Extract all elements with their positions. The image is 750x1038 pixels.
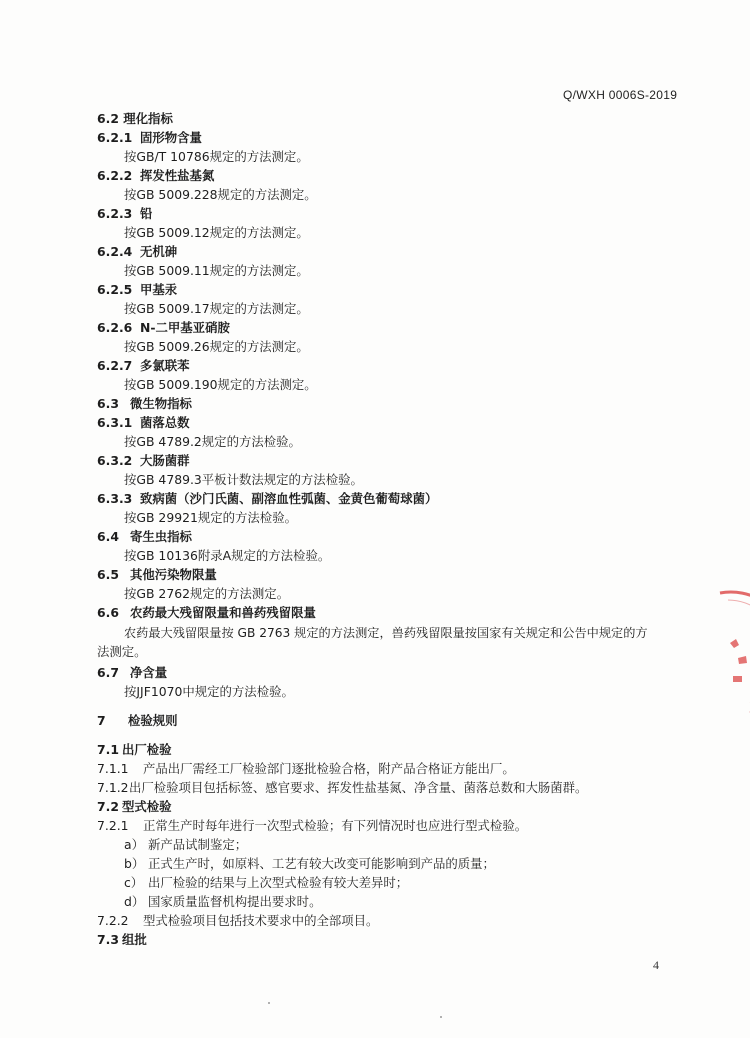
- section-6-5-heading: [97, 567, 217, 583]
- section-6-2-1-heading: [97, 130, 202, 146]
- section-title: 挥发性盐基氮: [140, 168, 215, 183]
- section-title: N-二甲基亚硝胺: [140, 320, 230, 335]
- section-6-5-body: 按GB 2762规定的方法测定。: [124, 586, 290, 601]
- section-6-6-heading: [97, 605, 316, 621]
- list-marker: b）: [124, 856, 145, 871]
- section-6-2-heading: [97, 111, 173, 127]
- section-number: 6.6: [97, 605, 119, 620]
- section-6-3-2-body: 按GB 4789.3平板计数法规定的方法检验。: [124, 472, 363, 487]
- section-title: 型式检验: [122, 799, 172, 814]
- section-6-2-2-heading: [97, 168, 214, 184]
- list-marker: a）: [124, 837, 144, 852]
- section-number: 6.3: [97, 396, 119, 411]
- section-number: 6.2.3: [97, 206, 133, 221]
- section-6-3-1-body: 按GB 4789.2规定的方法检验。: [124, 434, 301, 449]
- section-number: 7.2.1: [97, 818, 129, 833]
- section-number: 7.1.2: [97, 780, 129, 795]
- section-6-2-7-body: 按GB 5009.190规定的方法测定。: [124, 377, 317, 392]
- section-7-heading: [97, 713, 178, 729]
- section-6-2-6-body: 按GB 5009.26规定的方法测定。: [124, 339, 309, 354]
- section-6-2-2-body: 按GB 5009.228规定的方法测定。: [124, 187, 317, 202]
- section-title: 大肠菌群: [140, 453, 190, 468]
- section-number: 6.4: [97, 529, 119, 544]
- section-number: 6.2.6: [97, 320, 133, 335]
- section-title: 组批: [122, 932, 147, 947]
- section-6-2-4-heading: [97, 244, 177, 260]
- section-title: 农药最大残留限量和兽药残留限量: [130, 605, 316, 620]
- section-6-2-7-heading: [97, 358, 190, 374]
- section-title: 微生物指标: [130, 396, 192, 411]
- section-title: 其他污染物限量: [130, 567, 217, 582]
- list-text: 出厂检验的结果与上次型式检验有较大差异时；: [148, 875, 409, 890]
- section-6-2-5-heading: [97, 282, 177, 298]
- section-6-7-heading: [97, 665, 167, 681]
- section-number: 6.3.1: [97, 415, 133, 430]
- section-number: 6.3.3: [97, 491, 133, 506]
- section-6-2-4-body: 按GB 5009.11规定的方法测定。: [124, 263, 309, 278]
- scan-artifact: [268, 1002, 270, 1004]
- list-marker: c）: [124, 875, 144, 890]
- section-7-1-heading: [97, 742, 172, 758]
- list-item-d: [124, 894, 321, 910]
- section-7-1-2: [97, 780, 587, 796]
- section-6-6-body-line2: 法测定。: [97, 644, 147, 659]
- section-6-2-5-body: 按GB 5009.17规定的方法测定。: [124, 301, 309, 316]
- section-6-3-heading: [97, 396, 192, 412]
- section-number: 6.2.7: [97, 358, 133, 373]
- section-6-4-body: 按GB 10136附录A规定的方法检验。: [124, 548, 331, 563]
- list-text: 新产品试制鉴定；: [148, 837, 248, 852]
- section-title: 甲基汞: [140, 282, 178, 297]
- section-6-3-2-heading: [97, 453, 190, 469]
- section-7-1-1: [97, 761, 515, 777]
- list-item-c: [124, 875, 408, 891]
- section-title: 净含量: [130, 665, 168, 680]
- section-6-2-3-heading: [97, 206, 152, 222]
- section-7-2-heading: [97, 799, 172, 815]
- section-number: 6.2.1: [97, 130, 133, 145]
- section-title: 铅: [140, 206, 153, 221]
- list-item-b: [124, 856, 495, 872]
- list-text: 国家质量监督机构提出要求时。: [148, 894, 322, 909]
- section-6-2-1-body: 按GB/T 10786规定的方法测定。: [124, 149, 309, 164]
- section-6-7-body: 按JJF1070中规定的方法检验。: [124, 684, 294, 699]
- section-title: 菌落总数: [140, 415, 190, 430]
- section-number: 6.5: [97, 567, 119, 582]
- page-number: 4: [653, 958, 659, 972]
- section-6-2-3-body: 按GB 5009.12规定的方法测定。: [124, 225, 309, 240]
- section-title: 寄生虫指标: [130, 529, 192, 544]
- section-number: 7: [97, 713, 106, 728]
- section-body: 正常生产时每年进行一次型式检验；有下列情况时也应进行型式检验。: [143, 818, 528, 833]
- section-6-3-3-heading: [97, 491, 437, 507]
- section-7-2-2: [97, 913, 378, 929]
- section-number: 6.7: [97, 665, 119, 680]
- section-number: 6.2.5: [97, 282, 133, 297]
- section-number: 6.2.4: [97, 244, 133, 259]
- section-number: 7.1.1: [97, 761, 129, 776]
- section-body: 产品出厂需经工厂检验部门逐批检验合格，附产品合格证方能出厂。: [143, 761, 515, 776]
- section-number: 7.1: [97, 742, 119, 757]
- official-seal-stamp: [700, 588, 750, 718]
- section-number: 6.3.2: [97, 453, 133, 468]
- section-6-4-heading: [97, 529, 192, 545]
- section-number: 7.2.2: [97, 913, 129, 928]
- section-6-2-6-heading: [97, 320, 230, 336]
- section-title: 理化指标: [123, 111, 173, 126]
- section-number: 6.2: [97, 111, 119, 126]
- document-code: Q/WXH 0006S-2019: [563, 88, 678, 102]
- scan-artifact: [440, 1016, 442, 1018]
- section-title: 致病菌（沙门氏菌、副溶血性弧菌、金黄色葡萄球菌）: [140, 491, 438, 506]
- list-text: 正式生产时，如原料、工艺有较大改变可能影响到产品的质量；: [148, 856, 495, 871]
- section-title: 固形物含量: [140, 130, 202, 145]
- section-title: 出厂检验: [122, 742, 172, 757]
- section-7-3-heading: [97, 932, 147, 948]
- section-title: 检验规则: [128, 713, 178, 728]
- section-6-6-body-line1: 农药最大残留限量按 GB 2763 规定的方法测定，兽药残留限量按国家有关规定和公告中规定的方: [124, 626, 648, 640]
- section-title: 无机砷: [140, 244, 178, 259]
- section-number: 7.2: [97, 799, 119, 814]
- section-6-3-1-heading: [97, 415, 190, 431]
- section-title: 多氯联苯: [140, 358, 190, 373]
- section-7-2-1: [97, 818, 527, 834]
- section-number: 7.3: [97, 932, 119, 947]
- section-number: 6.2.2: [97, 168, 133, 183]
- list-item-a: [124, 837, 247, 853]
- list-marker: d）: [124, 894, 145, 909]
- section-body: 型式检验项目包括技术要求中的全部项目。: [143, 913, 379, 928]
- section-6-3-3-body: 按GB 29921规定的方法检验。: [124, 510, 297, 525]
- section-body: 出厂检验项目包括标签、感官要求、挥发性盐基氮、净含量、菌落总数和大肠菌群。: [129, 780, 588, 795]
